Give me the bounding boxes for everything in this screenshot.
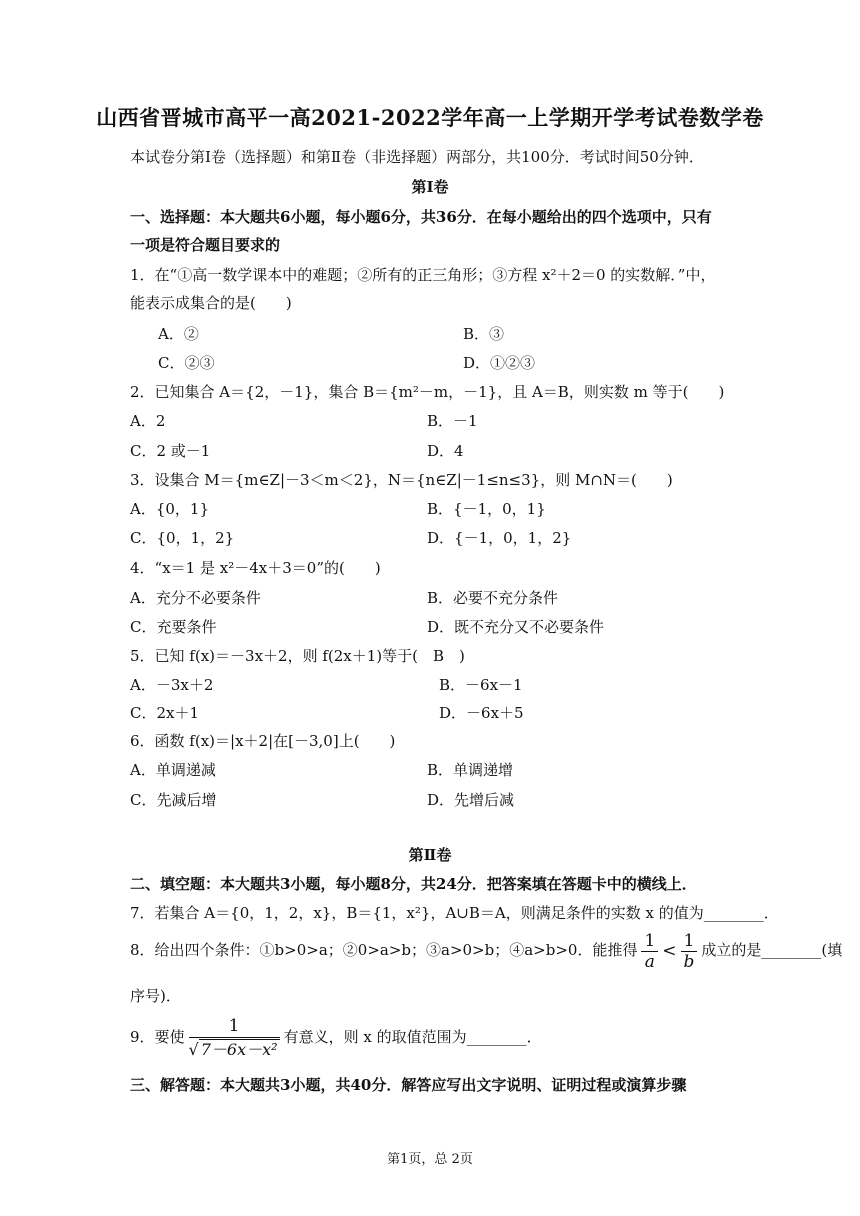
q3-option-a: A．{0，1} <box>130 500 210 518</box>
q4-option-d: D．既不充分又不必要条件 <box>427 618 605 636</box>
q5-stem: 5．已知 f(x)＝－3x＋2，则 f(2x＋1)等于( B ) <box>130 647 465 665</box>
q2-option-b: B．－1 <box>427 412 478 430</box>
q9-fraction-num: 1 <box>189 1015 280 1038</box>
exam-intro: 本试卷分第Ⅰ卷（选择题）和第Ⅱ卷（非选择题）两部分，共100分．考试时间50分钟． <box>130 148 704 166</box>
q6-option-d: D．先增后减 <box>427 791 515 809</box>
q4-option-a: A．充分不必要条件 <box>130 589 261 607</box>
q8-less-than: < <box>662 941 677 961</box>
q5-option-a: A．－3x＋2 <box>130 676 214 694</box>
fill-section-heading: 二、填空题：本大题共3小题，每小题8分，共24分．把答案填在答题卡中的横线上． <box>130 875 697 893</box>
q8-stem <box>130 930 842 972</box>
q2-option-d: D．4 <box>427 442 464 460</box>
q1-option-d: D．①②③ <box>463 354 536 372</box>
part1-heading: 第Ⅰ卷 <box>411 178 449 196</box>
page-footer: 第1页，总 2页 <box>387 1152 473 1167</box>
q3-option-c: C．{0，1，2} <box>130 529 235 547</box>
q9-text-before: 9．要使 <box>130 1028 185 1046</box>
q9-fraction-den <box>189 1038 280 1062</box>
q8-fraction-right-den: b <box>683 951 695 972</box>
q3-option-b: B．{－1，0，1} <box>427 500 546 518</box>
q6-option-c: C．先减后增 <box>130 791 217 809</box>
q1-option-b: B．③ <box>463 325 505 343</box>
choice-section-heading-cont: 一项是符合题目要求的 <box>130 236 281 254</box>
q8-fraction-left-den: a <box>644 951 655 972</box>
q9-fraction <box>189 1015 280 1062</box>
q9-stem <box>130 1012 542 1062</box>
q2-option-c: C．2 或－1 <box>130 442 211 460</box>
q5-option-d: D．－6x＋5 <box>439 704 524 722</box>
q8-text-after: 成立的是________(填 <box>701 941 843 959</box>
q5-option-b: B．－6x－1 <box>439 676 523 694</box>
exam-title: 山西省晋城市高平一高2021-2022学年高一上学期开学考试卷数学卷 <box>96 105 764 130</box>
q6-option-a: A．单调递减 <box>130 761 216 779</box>
q3-option-d: D．{－1，0，1，2} <box>427 529 572 547</box>
q8-fraction-right <box>681 931 698 972</box>
q1-option-a: A．② <box>158 325 199 343</box>
q8-fraction-right-num: 1 <box>681 931 698 952</box>
q2-option-a: A．2 <box>130 412 166 430</box>
q8-stem-cont: 序号)． <box>130 987 181 1005</box>
q5-option-c: C．2x＋1 <box>130 704 200 722</box>
q9-radicand: 7－6x－x² <box>200 1039 278 1059</box>
q3-stem: 3．设集合 M＝{m∈Z|－3＜m＜2}，N＝{n∈Z|－1≤n≤3}，则 M∩N＝( ) <box>130 471 673 489</box>
q4-stem: 4．“x＝1 是 x²－4x＋3＝0”的( ) <box>130 559 381 577</box>
q8-fraction-left-num: 1 <box>641 931 658 952</box>
q8-fraction-left <box>641 931 658 972</box>
q9-text-after: 有意义，则 x 的取值范围为________． <box>283 1028 542 1046</box>
q6-stem: 6．函数 f(x)＝|x＋2|在[－3,0]上( ) <box>130 732 396 750</box>
q6-option-b: B．单调递增 <box>427 761 514 779</box>
q7-stem: 7．若集合 A＝{0，1，2，x}，B＝{1，x²}，A∪B＝A，则满足条件的实数 x 的值为________． <box>130 904 779 922</box>
solve-section-heading: 三、解答题：本大题共3小题，共40分．解答应写出文字说明、证明过程或演算步骤 <box>130 1076 687 1094</box>
q1-option-c: C．②③ <box>158 354 215 372</box>
q4-option-b: B．必要不充分条件 <box>427 589 559 607</box>
q1-stem: 1．在“①高一数学课本中的难题；②所有的正三角形；③方程 x²＋2＝0 的实数解．”中， <box>130 266 716 284</box>
sqrt-symbol: √ 7－6x－x² <box>188 1039 278 1059</box>
q4-option-c: C．充要条件 <box>130 618 217 636</box>
q8-text-before: 8．给出四个条件：①b>0>a；②0>a>b；③a>0>b；④a>b>0．能推得 <box>130 941 638 959</box>
part2-heading: 第Ⅱ卷 <box>408 846 452 864</box>
q2-stem: 2．已知集合 A＝{2，－1}，集合 B＝{m²－m，－1}，且 A＝B，则实数 m 等于( ) <box>130 383 725 401</box>
choice-section-heading: 一、选择题：本大题共6小题，每小题6分，共36分．在每小题给出的四个选项中，只有 <box>130 208 712 226</box>
q1-stem-cont: 能表示成集合的是( ) <box>130 294 292 312</box>
